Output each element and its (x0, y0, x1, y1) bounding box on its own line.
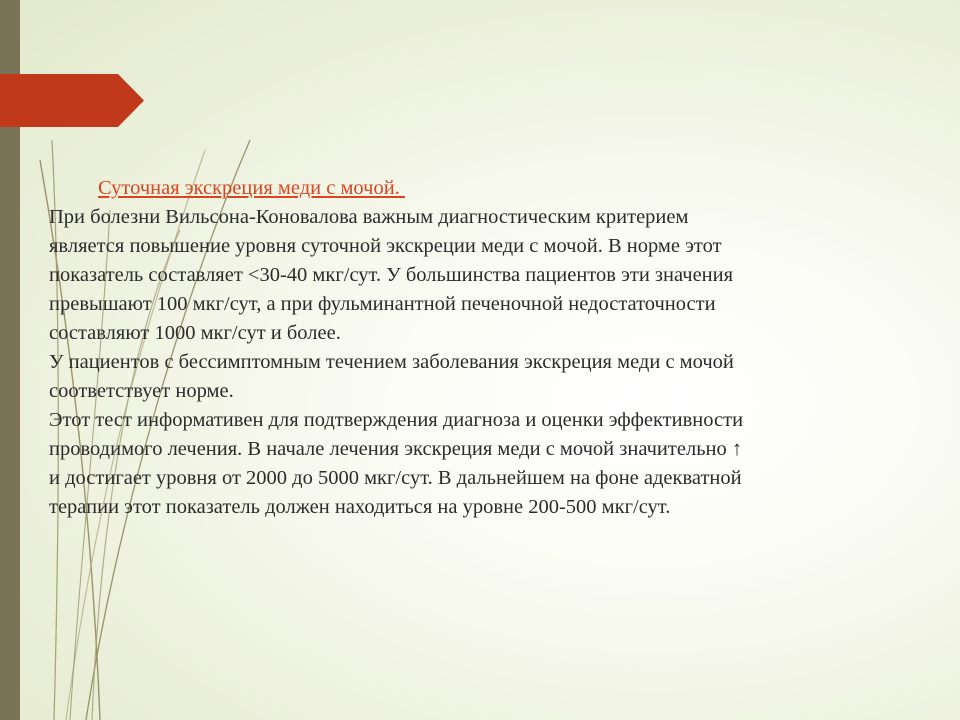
body-line: составляют 1000 мкг/сут и более. (49, 322, 341, 344)
text-content (49, 174, 929, 522)
body-line: показатель составляет <30-40 мкг/сут. У большинства пациентов эти значения (49, 264, 734, 286)
body-line: соответствует норме. (49, 380, 234, 402)
body-line: При болезни Вильсона-Коновалова важным диагностическим критерием (49, 206, 689, 228)
body-line: является повышение уровня суточной экскреции меди с мочой. В норме этот (49, 235, 722, 257)
body-line: Этот тест информативен для подтверждения диагноза и оценки эффективности (49, 409, 744, 431)
body-line: терапии этот показатель должен находиться на уровне 200-500 мкг/сут. (49, 496, 671, 518)
body-line: превышают 100 мкг/сут, а при фульминантной печеночной недостаточности (49, 293, 716, 315)
arrow-tab-icon (0, 74, 144, 127)
body-line: проводимого лечения. В начале лечения экскреция меди с мочой значительно ↑ (49, 438, 743, 460)
body-line: и достигает уровня от 2000 до 5000 мкг/сут. В дальнейшем на фоне адекватной (49, 467, 742, 489)
body-line: У пациентов с бессимптомным течением заболевания экскреция меди с мочой (49, 351, 734, 373)
section-heading: Суточная экскреция меди с мочой. (98, 177, 405, 199)
